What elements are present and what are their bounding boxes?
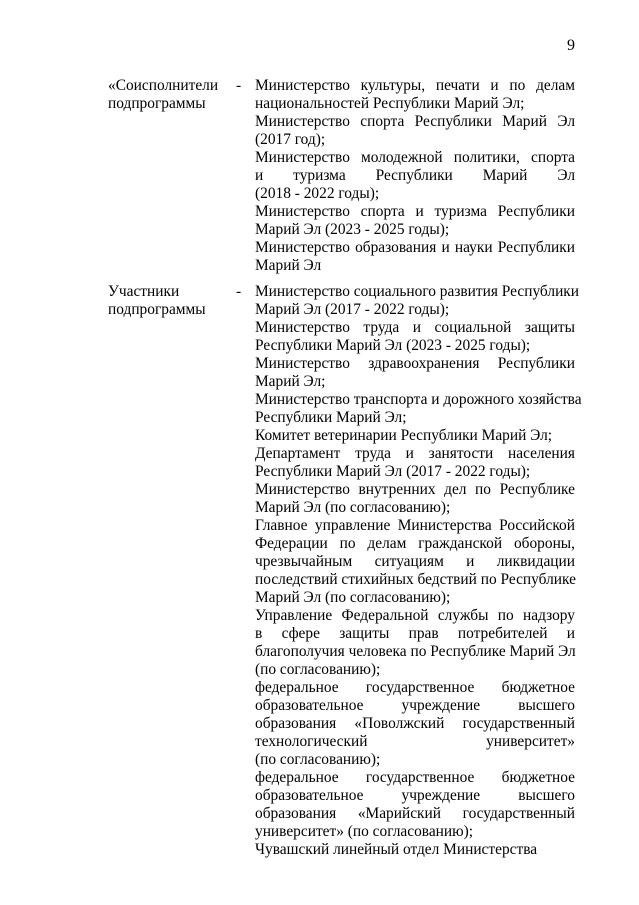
item-line: Республики Марий Эл (2017 - 2022 годы); (255, 463, 531, 480)
section-items (255, 77, 575, 275)
item-line: (по согласованию); (255, 751, 381, 768)
list-item (255, 679, 575, 769)
item-line: Департамент труда и занятости населения (255, 445, 575, 462)
item-line: Министерство спорта Республики Марий Эл (255, 113, 575, 130)
item-line: Марий Эл (по согласованию); (255, 589, 451, 606)
list-item (255, 239, 575, 275)
item-line: Министерство культуры, печати и по делам (255, 77, 575, 94)
list-item (255, 607, 575, 679)
item-line: Министерство спорта и туризма Республики (255, 203, 575, 220)
item-line: образования «Поволжский государственный (255, 715, 575, 732)
section-label (108, 77, 233, 113)
item-line: Министерство труда и социальной защиты (255, 319, 575, 336)
item-line: образовательное учреждение высшего (255, 787, 575, 804)
item-line: (по согласованию); (255, 661, 381, 678)
item-line: национальностей Республики Марий Эл; (255, 95, 525, 112)
list-item (255, 517, 575, 607)
item-line: федеральное государственное бюджетное (255, 679, 575, 696)
label-line: подпрограммы (108, 301, 206, 318)
item-line: Республики Марий Эл; (255, 409, 407, 426)
list-item (255, 319, 575, 355)
item-line: Марий Эл (255, 257, 322, 274)
item-line: Чувашский линейный отдел Министерства (255, 841, 538, 858)
item-line: Главное управление Министерства Российской (255, 517, 575, 534)
item-line: Министерство внутренних дел по Республике (255, 481, 575, 498)
item-line: Управление Федеральной службы по надзору (255, 607, 575, 624)
item-line: чрезвычайным ситуациям и ликвидации (255, 553, 575, 570)
list-item (255, 77, 575, 113)
item-line: образовательное учреждение высшего (255, 697, 575, 714)
item-line: Комитет ветеринарии Республики Марий Эл; (255, 427, 553, 444)
list-item (255, 841, 575, 859)
item-line: Марий Эл (2023 - 2025 годы); (255, 221, 450, 238)
item-line: университет» (по согласованию); (255, 823, 474, 840)
label-line: «Соисполнители (108, 77, 219, 94)
item-line: Министерство транспорта и дорожного хозяйства (255, 391, 582, 408)
section-dash: - (236, 283, 242, 300)
list-item (255, 391, 582, 427)
label-line: подпрограммы (108, 95, 206, 112)
item-line: Министерство социального развития Республики (255, 283, 580, 300)
list-item (255, 203, 575, 239)
section-label (108, 283, 233, 319)
item-line: (2017 год); (255, 131, 326, 148)
list-item (255, 481, 575, 517)
item-line: Республики Марий Эл (2023 - 2025 годы); (255, 337, 531, 354)
item-line: Министерство здравоохранения Республики (255, 355, 575, 372)
item-line: Марий Эл (по согласованию); (255, 499, 451, 516)
section-items (255, 283, 582, 859)
item-line: технологический университет» (255, 733, 575, 750)
item-line: образования «Марийский государственный (255, 805, 575, 822)
item-line: благополучия человека по Республике Марий Эл (255, 643, 576, 660)
item-line: Министерство молодежной политики, спорта (255, 149, 575, 166)
item-line: Министерство образования и науки Республики (255, 239, 575, 256)
item-line: Марий Эл (2017 - 2022 годы); (255, 301, 450, 318)
list-item (255, 427, 575, 445)
page-number: 9 (567, 37, 575, 54)
item-line: и туризма Республики Марий Эл (255, 167, 575, 184)
list-item (255, 355, 575, 391)
list-item (255, 769, 575, 841)
label-line: Участники (108, 283, 180, 300)
item-line: федеральное государственное бюджетное (255, 769, 575, 786)
list-item (255, 113, 575, 149)
list-item (255, 283, 580, 319)
item-line: (2018 - 2022 годы); (255, 185, 380, 202)
list-item (255, 445, 575, 481)
item-line: Марий Эл; (255, 373, 326, 390)
list-item (255, 149, 575, 203)
item-line: Федерации по делам гражданской обороны, (255, 535, 575, 552)
item-line: в сфере защиты прав потребителей и (255, 625, 575, 642)
item-line: последствий стихийных бедствий по Республике (255, 571, 576, 588)
section-dash: - (236, 77, 242, 94)
